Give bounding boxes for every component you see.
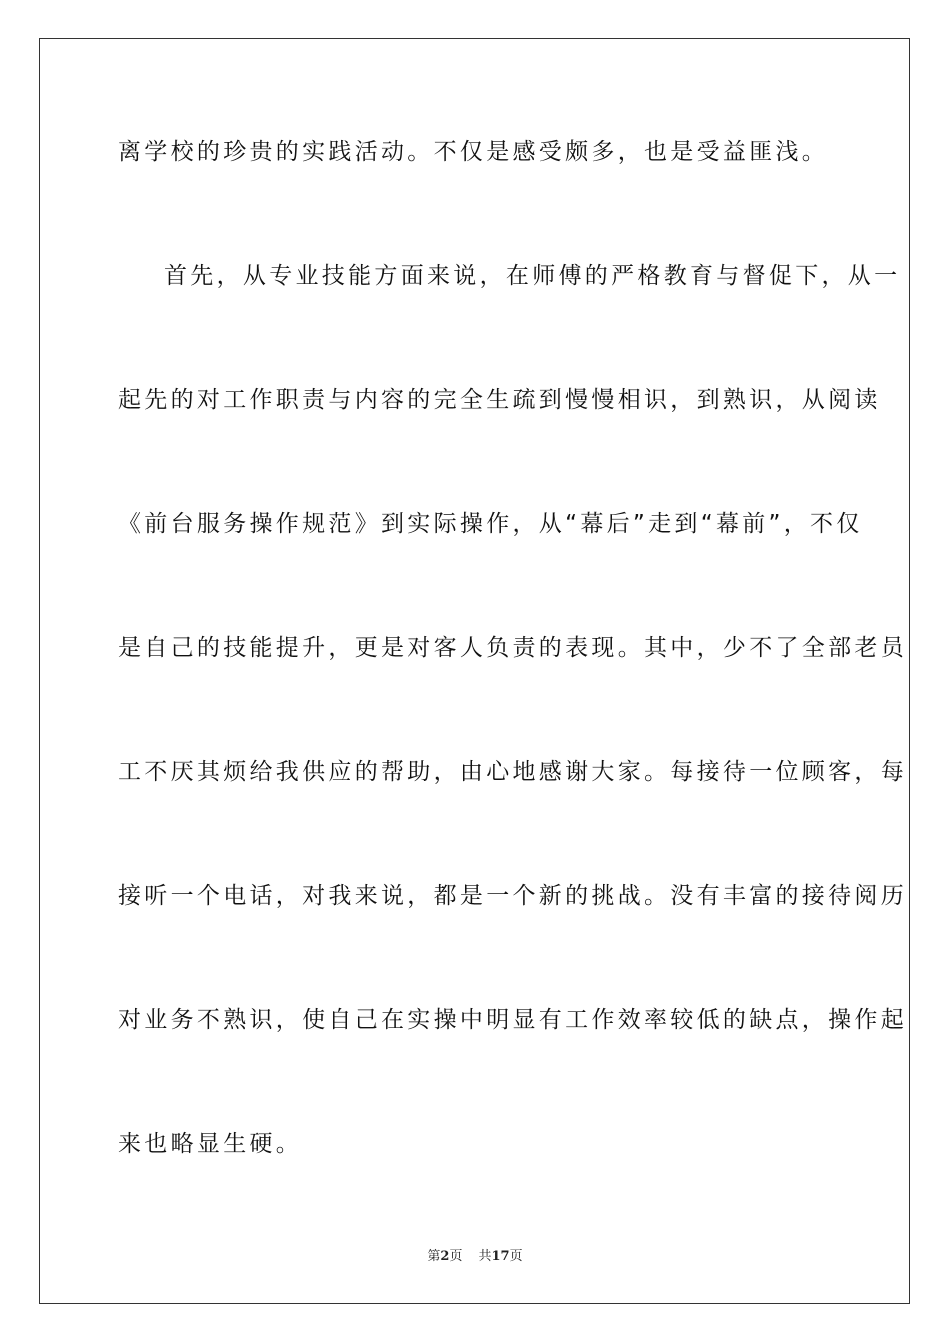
body-line-1: 离学校的珍贵的实践活动。不仅是感受颇多，也是受益匪浅。	[118, 139, 829, 165]
total-prefix: 共	[478, 1249, 492, 1264]
body-line-9: 来也略显生硬。	[118, 1131, 303, 1157]
current-page-number: 2	[440, 1249, 450, 1264]
page-border	[39, 38, 910, 1304]
body-line-3: 起先的对工作职责与内容的完全生疏到慢慢相识，到熟识，从阅读	[118, 387, 881, 413]
page-footer	[0, 1248, 950, 1266]
body-line-8: 对业务不熟识，使自己在实操中明显有工作效率较低的缺点，操作起	[118, 1007, 907, 1033]
body-line-6: 工不厌其烦给我供应的帮助，由心地感谢大家。每接待一位顾客，每	[118, 759, 907, 785]
body-line-7: 接听一个电话，对我来说，都是一个新的挑战。没有丰富的接待阅历	[118, 883, 907, 909]
page-suffix: 页	[449, 1249, 463, 1264]
body-line-2: 首先，从专业技能方面来说，在师傅的严格教育与督促下，从一	[164, 263, 901, 289]
body-line-5: 是自己的技能提升，更是对客人负责的表现。其中，少不了全部老员	[118, 635, 907, 661]
body-line-4: 《前台服务操作规范》到实际操作，从“幕后”走到“幕前”，不仅	[118, 511, 863, 537]
page-prefix: 第	[427, 1249, 441, 1264]
total-suffix: 页	[509, 1249, 523, 1264]
total-pages-number: 17	[491, 1249, 510, 1264]
